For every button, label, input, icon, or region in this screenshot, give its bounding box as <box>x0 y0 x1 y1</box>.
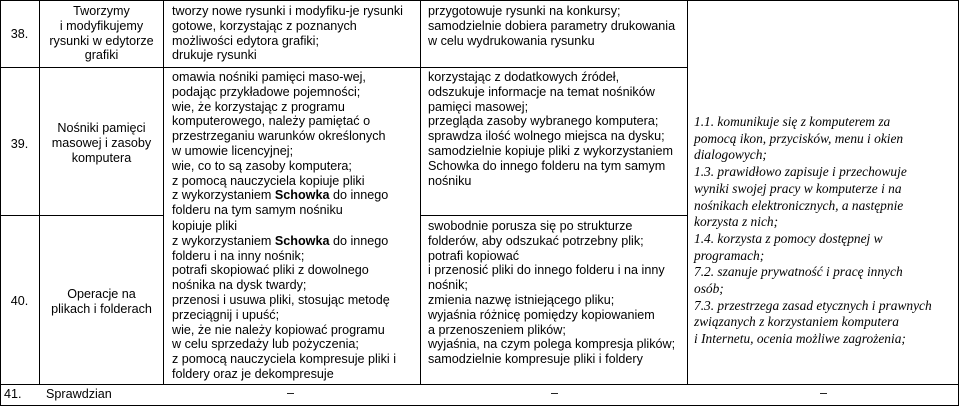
schowka-term: Schowka <box>274 188 330 203</box>
row-topic: Tworzymy i modyfikujemy rysunki w edytorze grafiki <box>49 4 154 63</box>
row-number: 41. <box>4 387 22 401</box>
empty-cell-dash: – <box>287 386 295 400</box>
empty-cell-dash: – <box>820 386 828 400</box>
extended-requirements: korzystając z dodatkowych źródeł, odszukuje informacje na temat nośników pamięci masowej; przegląda zasoby wybranego komputera; sprawdza ilość wolnego miejsca na dysku; samodzielnie kopiuje pliki z wykorzystaniem Schowka do innego folderu na tym samym nośniku <box>428 70 673 188</box>
column-divider <box>163 0 164 384</box>
row-number: 38. <box>10 27 29 41</box>
row-number: 39. <box>10 137 29 151</box>
column-divider <box>687 0 688 384</box>
table-border-left <box>0 0 1 406</box>
extended-requirements: przygotowuje rysunki na konkursy; samodzielnie dobiera parametry drukowania w celu wydrukowania rysunku <box>428 4 676 48</box>
basic-requirements: tworzy nowe rysunki i modyfiku-je rysunki gotowe, korzystając z poznanych możliwości edytora grafiki; drukuje rysunki <box>172 4 403 63</box>
schowka-term: Schowka <box>274 233 330 248</box>
basic-requirements: omawia nośniki pamięci maso-wej, podając przykładowe pojemności; wie, że korzystając z programu komputerowego, należy pamiętać o przestrzeganiu warunków określonych w umowie licencyjnej; wie, co to są zasoby komputera; z pomocą nauczyciela kopiuje pliki z wykorzystaniem Schowka do innego folderu na tym samym nośniku <box>172 70 389 218</box>
row-divider <box>0 67 687 68</box>
curriculum-standards: 1.1. komunikuje się z komputerem za pomocą ikon, przycisków, menu i okien dialogowych; 1.3. prawidłowo zapisuje i przechowuje wyniki swojej pracy w komputerze i na nośnikach elektronicznych, a następnie korzysta z nich; 1.4. korzysta z pomocy dostępnej w programach; 7.2. szanuje prywatność i pracę innych osób; 7.3. przestrzega zasad etycznych i prawnych związanych z korzystaniem komputera i Internetu, ocenia możliwe zagrożenia; <box>694 114 932 347</box>
row-topic: Sprawdzian <box>46 387 112 401</box>
row-divider <box>420 215 687 216</box>
row-divider <box>0 0 959 1</box>
empty-cell-dash: – <box>551 386 559 400</box>
row-number: 40. <box>10 294 29 308</box>
column-divider <box>420 0 421 384</box>
row-divider <box>0 215 163 216</box>
extended-requirements: swobodnie porusza się po strukturze folderów, aby odszukać potrzebny plik; potrafi kopiować i przenosić pliki do innego folderu i na inny nośnik; zmienia nazwę istniejącego pliku; wyjaśnia różnicę pomiędzy kopiowaniem a przenoszeniem plików; wyjaśnia, na czym polega kompresja plików; samodzielnie kompresuje pliki i foldery <box>428 219 676 367</box>
basic-requirements: kopiuje pliki z wykorzystaniem Schowka do innego folderu i na inny nośnik; potrafi skopiować pliki z dowolnego nośnika na dysk twardy; przenosi i usuwa pliki, stosując metodę przeciągnij i upuść; wie, że nie należy kopiować programu w celu sprzedaży lub pożyczenia; z pomocą nauczyciela kompresuje pliki i foldery oraz je dekompresuje <box>172 219 396 381</box>
row-topic: Operacje na plikach i folderach <box>51 287 152 316</box>
row-divider <box>0 384 959 385</box>
row-topic: Nośniki pamięci masowej i zasoby komputera <box>51 121 152 165</box>
